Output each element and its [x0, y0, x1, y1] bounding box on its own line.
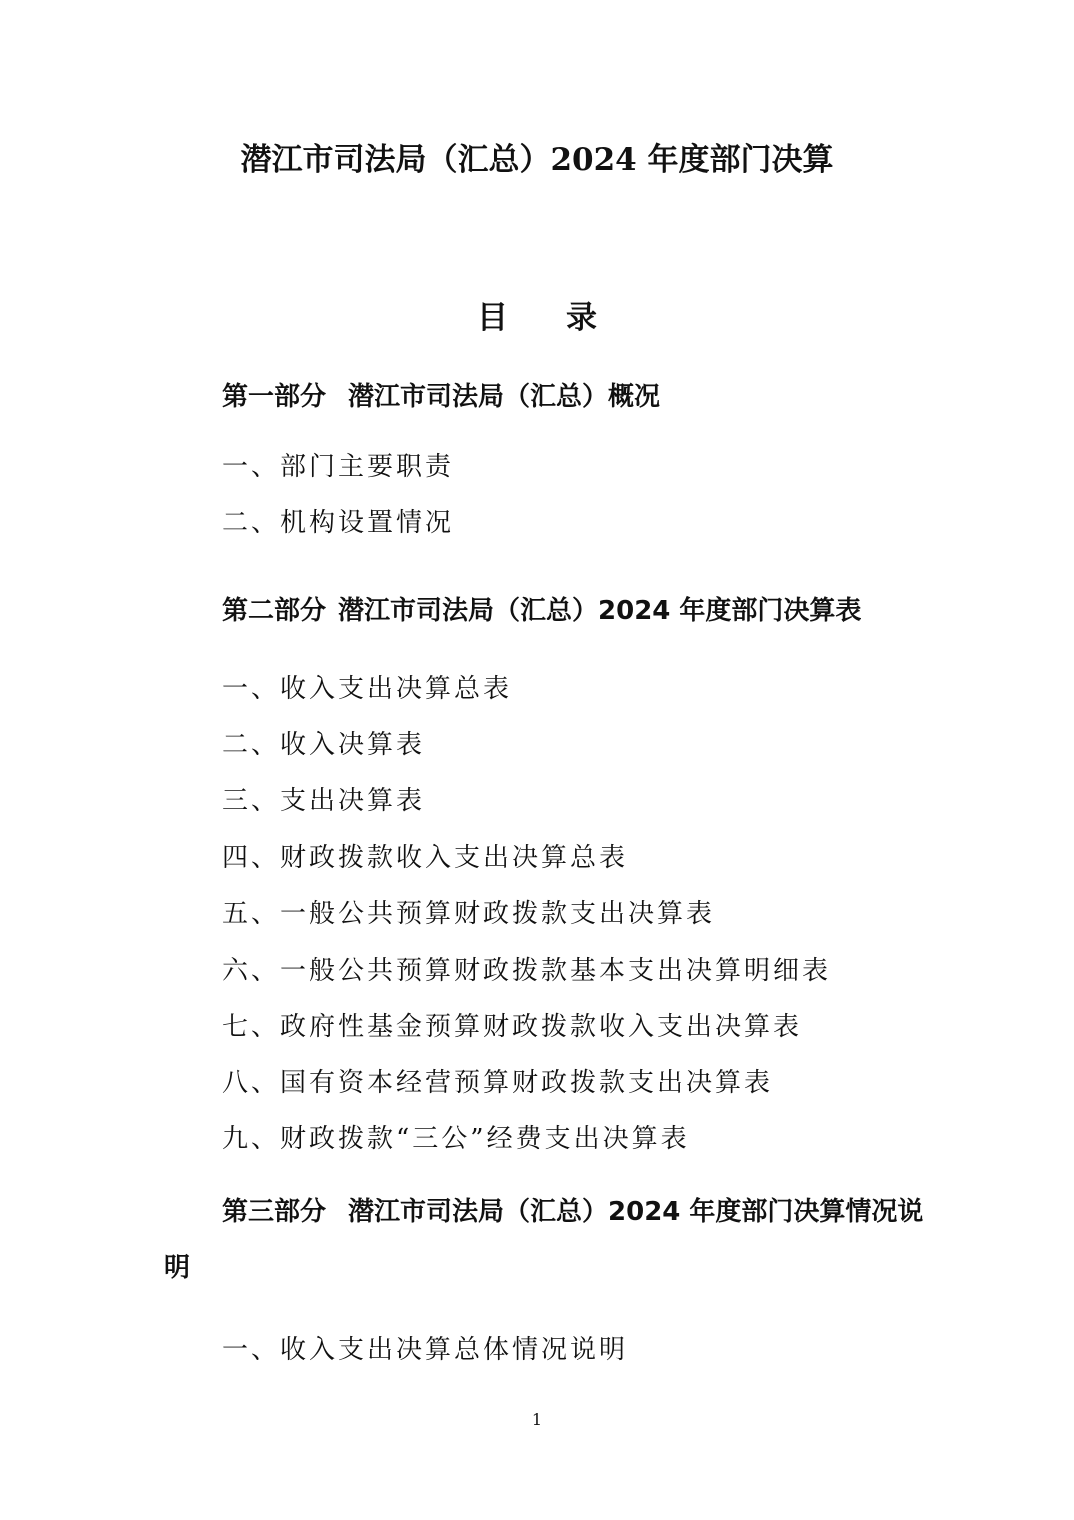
part3-title: 潜江市司法局（汇总）2024 年度部门决算情况说明	[164, 1197, 924, 1283]
part1-heading[interactable]	[222, 376, 660, 413]
part2-item[interactable]: 一、收入支出决算总表	[222, 674, 513, 704]
part2-item[interactable]: 四、财政拨款收入支出决算总表	[222, 843, 629, 873]
part2-label: 第二部分	[222, 596, 327, 626]
part2-heading[interactable]	[222, 590, 861, 627]
part2-item[interactable]: 九、财政拨款“三公”经费支出决算表	[222, 1124, 690, 1154]
page-number: 1	[531, 1410, 543, 1429]
part1-item[interactable]: 二、机构设置情况	[222, 508, 455, 538]
toc-heading	[0, 292, 1074, 337]
part2-item[interactable]: 七、政府性基金预算财政拨款收入支出决算表	[222, 1012, 803, 1042]
part2-title: 潜江市司法局（汇总）2024 年度部门决算表	[338, 596, 862, 626]
part3-item[interactable]: 一、收入支出决算总体情况说明	[222, 1335, 629, 1365]
part3-heading[interactable]	[164, 1184, 924, 1296]
document-title: 潜江市司法局（汇总）2024 年度部门决算	[240, 142, 834, 178]
part3-label: 第三部分	[222, 1197, 327, 1227]
toc-heading-right: 录	[566, 300, 597, 336]
part2-item[interactable]: 八、国有资本经营预算财政拨款支出决算表	[222, 1068, 774, 1098]
part1-item[interactable]: 一、部门主要职责	[222, 452, 455, 482]
toc-heading-left: 目	[477, 300, 508, 336]
part2-item[interactable]: 五、一般公共预算财政拨款支出决算表	[222, 899, 716, 929]
part2-item[interactable]: 六、一般公共预算财政拨款基本支出决算明细表	[222, 956, 832, 986]
part2-item[interactable]: 二、收入决算表	[222, 730, 426, 760]
part2-item[interactable]: 三、支出决算表	[222, 786, 426, 816]
part1-title: 潜江市司法局（汇总）概况	[348, 382, 661, 412]
part1-label: 第一部分	[222, 382, 327, 412]
